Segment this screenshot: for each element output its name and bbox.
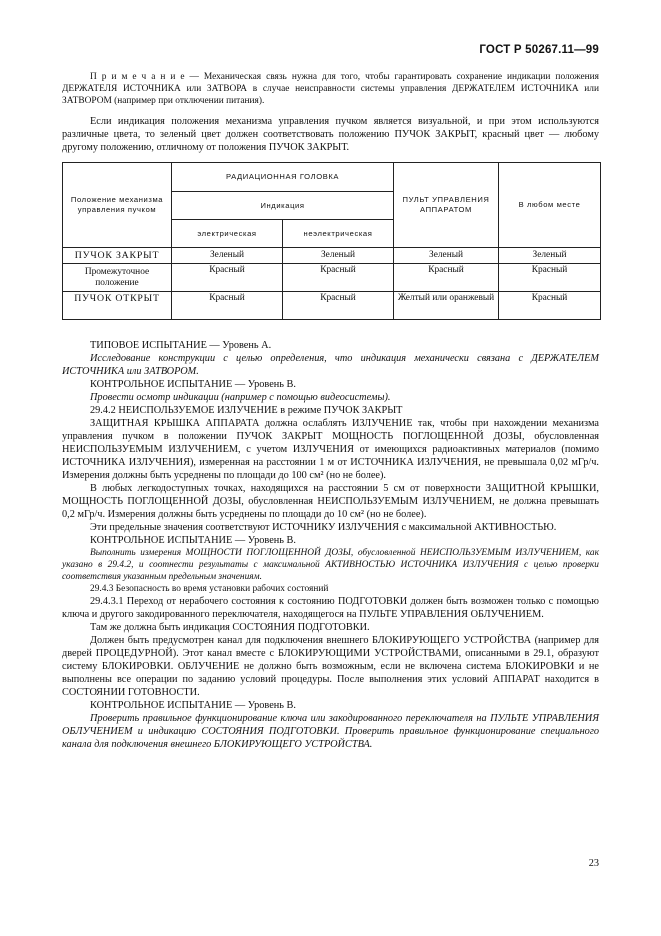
note-paragraph (62, 71, 599, 107)
document-id: ГОСТ Р 50267.11—99 (479, 44, 599, 56)
section-heading: 29.4.3 Безопасность во время установки рабочих состояний (90, 584, 329, 594)
control-test-description: Провести осмотр индикации (например с помощью видеосистемы). (90, 392, 391, 403)
table-cell: Красный (499, 264, 601, 292)
table-cell: Промежуточное положение (63, 264, 172, 292)
paragraph: В любых легкодоступных точках, находящихся на расстоянии 5 см от поверхности ЗАЩИТНОЙ КРЫШКИ, МОЩНОСТЬ ПОГЛОЩЕННОЙ ДОЗЫ, обусловленная НЕИСПОЛЬЗУЕМЫМ ИЗЛУЧЕНИЕМ, не должна превышать 0,2 мГр/ч. Измерения должны быть усреднены по площади до 10 см² (но не более). (62, 483, 599, 520)
table-cell: Зеленый (394, 248, 499, 264)
intro-paragraph: Если индикация положения механизма управления пучком является визуальной, и при этом используются различные цвета, то зеленый цвет должен соответствовать положению ПУЧОК ЗАКРЫТ, красный цвет — любому другому положению, отличному от положения ПУЧОК ЗАКРЫТ. (62, 116, 599, 153)
table-cell: Зеленый (172, 248, 283, 264)
paragraph: Должен быть предусмотрен канал для подключения внешнего БЛОКИРУЮЩЕГО УСТРОЙСТВА (например для дверей ПРОЦЕДУРНОЙ). Этот канал вместе с БЛОКИРУЮЩИМИ УСТРОЙСТВАМИ, описанными в 29.1, образуют систему БЛОКИРОВКИ. ОБЛУЧЕНИЕ не должно быть возможным, если не включена система БЛОКИРОВКИ и не выполнены все операции по заданию условий процедуры. После выполнения этих условий АППАРАТ находится в СОСТОЯНИИ ГОТОВНОСТИ. (62, 635, 599, 698)
type-test-heading: ТИПОВОЕ ИСПЫТАНИЕ — Уровень А. (90, 340, 272, 351)
type-test-description: Исследование конструкции с целью определения, что индикация механически связана с ДЕРЖАТЕЛЕМ ИСТОЧНИКА или ЗАТВОРОМ. (62, 353, 599, 377)
table-cell: Красный (394, 264, 499, 292)
table-header-electric: электрическая (172, 220, 283, 248)
table-header-anywhere: В любом месте (499, 163, 601, 248)
paragraph: 29.4.3.1 Переход от нерабочего состояния к состоянию ПОДГОТОВКИ должен быть возможен только с помощью ключа и другого закодированного переключателя, находящегося на ПУЛЬТЕ УПРАВЛЕНИЯ ОБЛУЧЕНИЕМ. (62, 596, 599, 620)
table-cell: Красный (499, 292, 601, 320)
table-cell: Красный (283, 292, 394, 320)
table-row (63, 292, 601, 320)
table-cell: ПУЧОК ОТКРЫТ (63, 292, 172, 320)
paragraph: Эти предельные значения соответствуют ИСТОЧНИКУ ИЗЛУЧЕНИЯ с максимальной АКТИВНОСТЬЮ. (90, 522, 557, 533)
table-header-indication: Индикация (172, 192, 394, 220)
table-cell: Зеленый (499, 248, 601, 264)
section-heading: 29.4.2 НЕИСПОЛЬЗУЕМОЕ ИЗЛУЧЕНИЕ в режиме ПУЧОК ЗАКРЫТ (90, 405, 403, 416)
body-text (62, 339, 599, 751)
table-header-position: Положение механизма управления пучком (63, 163, 172, 248)
control-test-description: Проверить правильное функционирование ключа или закодированного переключателя на ПУЛЬТЕ УПРАВЛЕНИЯ ОБЛУЧЕНИЕМ и индикацию СОСТОЯНИЯ ПОДГОТОВКИ. Проверить правильное функционирование специального канала для подключения внешнего БЛОКИРУЮЩЕГО УСТРОЙСТВА. (62, 713, 599, 750)
control-test-heading: КОНТРОЛЬНОЕ ИСПЫТАНИЕ — Уровень В. (90, 535, 296, 546)
page-number: 23 (588, 858, 599, 869)
control-test-heading: КОНТРОЛЬНОЕ ИСПЫТАНИЕ — Уровень В. (90, 700, 296, 711)
table-cell: ПУЧОК ЗАКРЫТ (63, 248, 172, 264)
table-cell: Красный (172, 292, 283, 320)
table-row (63, 248, 601, 264)
note-label: П р и м е ч а н и е (90, 72, 185, 82)
table-header-nonelectric: неэлектрическая (283, 220, 394, 248)
paragraph: ЗАЩИТНАЯ КРЫШКА АППАРАТА должна ослаблять ИЗЛУЧЕНИЕ так, чтобы при нахождении механизма управления пучком в положении ПУЧОК ЗАКРЫТ МОЩНОСТЬ ПОГЛОЩЕННОЙ ДОЗЫ, обусловленная НЕИСПОЛЬЗУЕМЫМ ИЗЛУЧЕНИЕМ, с учетом ИЗЛУЧЕНИЯ от имеющихся радиоактивных материалов (помимо ИСТОЧНИКА ИЗЛУЧЕНИЯ), измеренная на расстоянии 1 м от ИСТОЧНИКА ИЗЛУЧЕНИЯ, не превышала 0,02 мГр/ч. Измерения должны быть усреднены по площади до 100 см² (но не более). (62, 418, 599, 481)
note-text: — Механическая связь нужна для того, чтобы гарантировать сохранение индикации положения ДЕРЖАТЕЛЯ ИСТОЧНИКА или ЗАТВОРА в случае неисправности системы управления ДЕРЖАТЕЛЕМ ИСТОЧНИКА или ЗАТВОРОМ (например при отключении питания). (62, 72, 599, 106)
table-header-console: ПУЛЬТ УПРАВЛЕНИЯ АППАРАТОМ (394, 163, 499, 248)
control-test-heading: КОНТРОЛЬНОЕ ИСПЫТАНИЕ — Уровень В. (90, 379, 296, 390)
table-row (63, 264, 601, 292)
paragraph: Там же должна быть индикация СОСТОЯНИЯ ПОДГОТОВКИ. (90, 622, 370, 633)
control-test-description: Выполнить измерения МОЩНОСТИ ПОГЛОЩЕННОЙ ДОЗЫ, обусловленной НЕИСПОЛЬЗУЕМЫМ ИЗЛУЧЕНИЕМ, как указано в 29.4.2, и соотнести результаты с максимальной АКТИВНОСТЬЮ ИСТОЧНИКА ИЗЛУЧЕНИЯ с целью проверки соответствия указанным предельным значениям. (62, 548, 599, 582)
table-header-radiation-head: РАДИАЦИОННАЯ ГОЛОВКА (172, 163, 394, 192)
indication-table (62, 162, 601, 320)
table-cell: Желтый или оранжевый (394, 292, 499, 320)
table-cell: Зеленый (283, 248, 394, 264)
table-cell: Красный (283, 264, 394, 292)
table-cell: Красный (172, 264, 283, 292)
